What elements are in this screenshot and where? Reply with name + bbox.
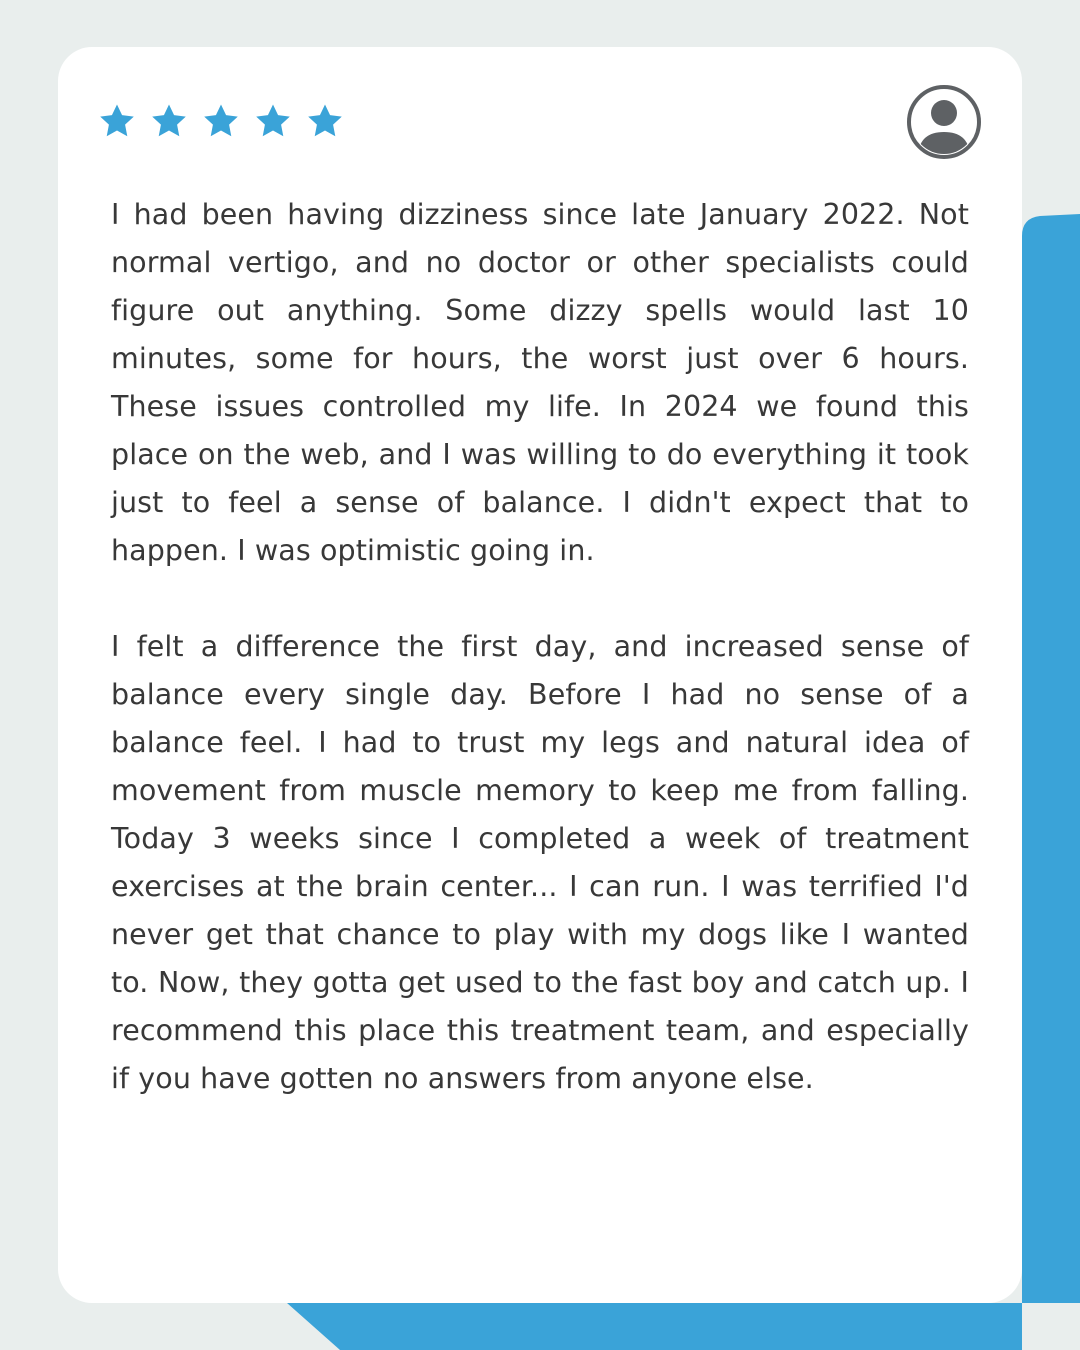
review-text [111, 191, 969, 1103]
review-card [58, 47, 1022, 1303]
star-icon [254, 102, 292, 140]
review-paragraph: I had been having dizziness since late January 2022. Not normal vertigo, and no doctor or other specialists could figure out anything. Some dizzy spells would last 10 minutes, some for hours, the worst just over 6 hours. These issues controlled my life. In 2024 we found this place on the web, and I was willing to do everything it took just to feel a sense of balance. I didn't expect that to happen. I was optimistic going in. [111, 198, 969, 567]
star-icon [98, 102, 136, 140]
star-icon [306, 102, 344, 140]
star-icon [150, 102, 188, 140]
user-avatar-icon [906, 84, 982, 160]
star-icon [202, 102, 240, 140]
star-rating [98, 102, 344, 142]
review-paragraph: I felt a difference the first day, and increased sense of balance every single day. Before I had no sense of a balance feel. I had to trust my legs and natural idea of movement from muscle memory to keep me from falling. Today 3 weeks since I completed a week of treatment exercises at the brain center... I can run. I was terrified I'd never get that chance to play with my dogs like I wanted to. Now, they gotta get used to the fast boy and catch up. I recommend this place this treatment team, and especially if you have gotten no answers from anyone else. [111, 630, 969, 1095]
